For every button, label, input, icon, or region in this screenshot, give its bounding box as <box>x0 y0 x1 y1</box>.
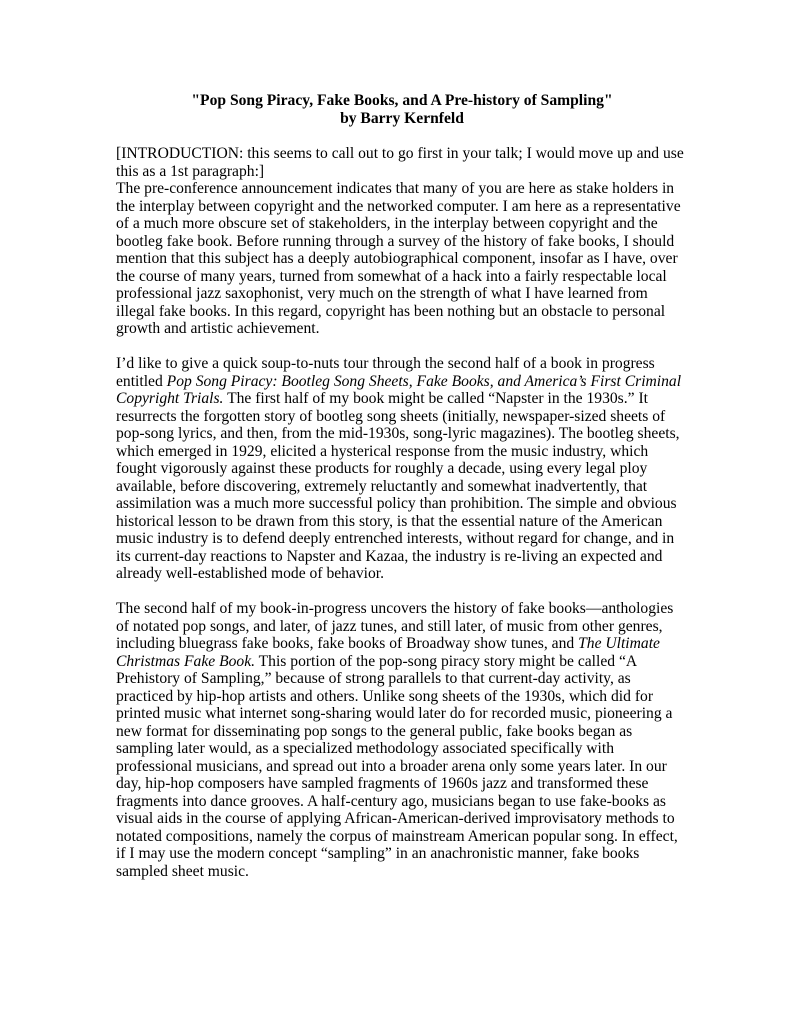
paragraph-2-rest: The first half of my book might be called “Napster in the 1930s.” It resurrects the forgotten story of bootleg song sheets (initially, newspaper-sized sheets of pop-song lyrics, and then, from the mid-1930s, song-lyric magazines). The bootleg sheets, which emerged in 1929, elicited a hysterical response from the music industry, which fought vigorously against these products for roughly a decade, using every legal ploy available, before discovering, extremely reluctantly and somewhat inadvertently, that assimilation was a much more successful policy than prohibition. The simple and obvious historical lesson to be drawn from this story, is that the essential nature of the American music industry is to defend deeply entrenched interests, without regard for change, and in its current-day reactions to Napster and Kazaa, the industry is re-living an expected and already well-established mode of behavior. <box>116 390 680 583</box>
paragraph-1: The pre-conference announcement indicates that many of you are here as stake holders in the interplay between copyright and the networked computer. I am here as a representative of a much more obscure set of stakeholders, in the interplay between copyright and the bootleg fake book. Before running through a survey of the history of fake books, I should mention that this subject has a deeply autobiographical component, insofar as I have, over the course of many years, turned from somewhat of a hack into a fairly respectable local professional jazz saxophonist, very much on the strength of what I have learned from illegal fake books. In this regard, copyright has been nothing but an obstacle to personal growth and artistic achievement. <box>116 180 681 338</box>
document-page <box>116 92 688 880</box>
paragraph-3-lead: The second half of my book-in-progress uncovers the history of fake books—anthologies of notated pop songs, and later, of jazz tunes, and still later, of music from other genres, including bluegrass fake books, fake books of Broadway show tunes, and <box>116 600 674 653</box>
title-block <box>116 92 688 127</box>
document-title: "Pop Song Piracy, Fake Books, and A Pre-history of Sampling" <box>191 92 613 109</box>
paragraph-3 <box>116 600 688 880</box>
paragraph-3-book-title: The Ultimate Christmas Fake Book. <box>116 635 660 670</box>
paragraph-2 <box>116 355 688 583</box>
paragraph-2-book-title: Pop Song Piracy: Bootleg Song Sheets, Fake Books, and America’s First Criminal Copyright Trials. <box>116 372 682 408</box>
paragraph-2-lead: I’d like to give a quick soup-to-nuts tour through the second half of a book in progress entitled <box>116 355 655 390</box>
intro-note: [INTRODUCTION: this seems to call out to go first in your talk; I would move up and use this as a 1st paragraph:] <box>116 145 684 180</box>
document-byline: by Barry Kernfeld <box>340 109 464 127</box>
paragraph-3-rest: This portion of the pop-song piracy story might be called “A Prehistory of Sampling,” because of strong parallels to that current-day activity, as practiced by hip-hop artists and others. Unlike song sheets of the 1930s, which did for printed music what internet song-sharing would later do for recorded music, pioneering a new format for disseminating pop songs to the general public, fake books began as sampling later would, as a specialized methodology associated specifically with professional musicians, and spread out into a broader arena only some years later. In our day, hip-hop composers have sampled fragments of 1960s jazz and transformed these fragments into dance grooves. A half-century ago, musicians began to use fake-books as visual aids in the course of applying African-American-derived improvisatory methods to notated compositions, namely the corpus of mainstream American popular song. In effect, if I may use the modern concept “sampling” in an anachronistic manner, fake books sampled sheet music. <box>116 652 678 880</box>
